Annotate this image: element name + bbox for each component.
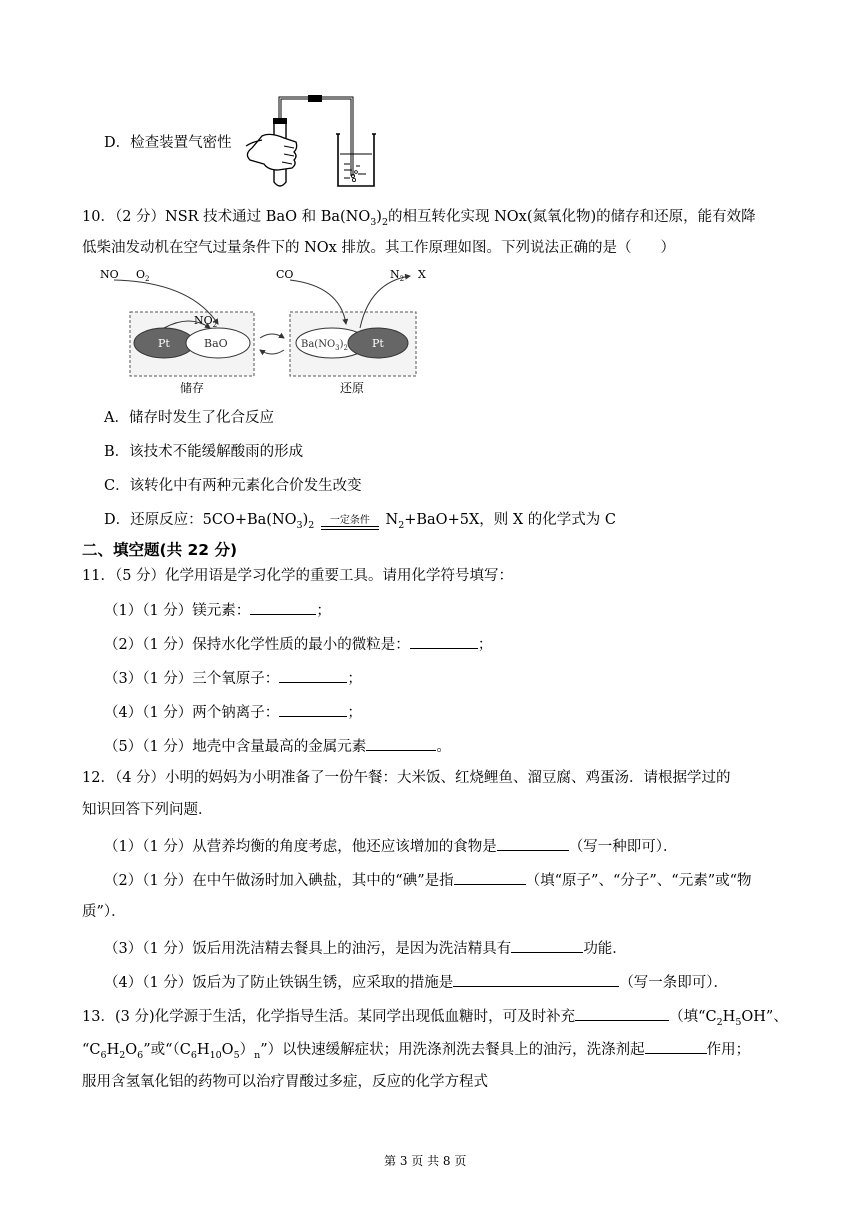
q13-line2: “$C_6H_2O_6$”或“$(C_6H_{10}O_5)_n$”）以快速缓解症状；用洗涤剂洗去餐具上的油污，洗涤剂起 作用； [82,1039,750,1066]
no-label: NO [100,268,119,281]
answer-blank[interactable] [645,1039,707,1054]
q10-option-c: C．该转化中有两种元素化合价发生改变 [104,478,362,494]
pt-right-label: Pt [372,337,384,350]
q10-stem-line2: 低柴油发动机在空气过量条件下的 NOx 排放。其工作原理如图。下列说法正确的是（ ） [82,240,675,256]
section-title: 二、填空题(共 22 分) [82,541,238,559]
q10-stem-line1: 10．（2 分）NSR 技术通过 BaO 和 $Ba(NO_3)_2$的相互转化实现 NOx(氮氧化物)的储存和还原，能有效降 [82,209,756,228]
reduction-label: 还原 [340,381,365,395]
page-footer: 第 3 页 共 8 页 [384,1154,467,1168]
answer-blank[interactable] [410,634,478,649]
co-label: CO [276,268,294,281]
q9-option-d: D．检查装置气密性 [104,135,232,151]
q11-item-3: （3）（1 分）三个氧原子： ； [104,668,362,689]
answer-blank[interactable] [497,836,569,851]
q13-line3: 服用含氢氧化铝的药物可以治疗胃酸过多症，反应的化学方程式 [82,1074,488,1090]
q11-item-5: （5）（1 分）地壳中含量最高的金属元素 。 [104,736,451,757]
airtightness-apparatus-figure [240,94,380,190]
q12-item-4: （4）（1 分）饭后为了防止铁锅生锈，应采取的措施是 （写一条即可）． [104,972,728,993]
answer-blank[interactable] [279,668,347,683]
q12-item-2-line2: 质”）． [82,904,126,920]
q10-option-a: A．储存时发生了化合反应 [104,410,274,426]
answer-blank[interactable] [511,938,583,953]
answer-blank[interactable] [279,702,347,717]
answer-blank[interactable] [453,972,619,987]
q11-item-2: （2）（1 分）保持水化学性质的最小的微粒是： ； [104,634,492,655]
bao-label: BaO [204,337,228,350]
x-label: X [418,268,426,281]
q10-option-d: D．还原反应：$5CO+Ba(NO_3)_2$ 一定条件 $N_2+BaO+5X$，则 X 的化学式为 C [104,510,616,536]
q12-item-2: （2）（1 分）在中午做汤时加入碘盐，其中的“碘”是指 （填“原子”、“分子”、“元素”或“物 [104,870,752,891]
q12-stem-line1: 12．（4 分）小明的妈妈为小明准备了一份午餐：大米饭、红烧鲤鱼、溜豆腐、鸡蛋汤．请根据学过的 [82,770,731,786]
q12-item-3: （3）（1 分）饭后用洗洁精去餐具上的油污，是因为洗洁精具有 功能． [104,938,627,959]
q12-stem-line2: 知识回答下列问题． [82,802,213,818]
reaction-condition: 一定条件 [321,515,379,536]
q10-option-b: B．该技术不能缓解酸雨的形成 [104,444,304,460]
q12-item-1: （1）（1 分）从营养均衡的角度考虑，他还应该增加的食物是 （写一种即可）． [104,836,678,857]
answer-blank[interactable] [366,736,436,751]
answer-blank[interactable] [454,870,526,885]
nsr-process-diagram [100,262,430,396]
n2-label: $N_2$ [390,268,405,283]
answer-blank[interactable] [575,1006,669,1021]
pt-left-label: Pt [158,337,170,350]
storage-label: 储存 [180,381,205,395]
q11-item-4: （4）（1 分）两个钠离子： ； [104,702,362,723]
no2-label: $NO_2$ [194,314,218,329]
q11-stem: 11．（5 分）化学用语是学习化学的重要工具。请用化学符号填写： [82,568,514,584]
q13-line1: 13．(3 分)化学源于生活，化学指导生活。某同学出现低血糖时，可及时补充 （填“$C_2H_5OH$”、 [82,1006,788,1033]
o2-label: $O_2$ [136,268,150,283]
q11-item-1: （1）（1 分）镁元素： ； [104,600,331,621]
bano3-label: $Ba(NO_3)_2$ [301,339,349,352]
answer-blank[interactable] [250,600,316,615]
